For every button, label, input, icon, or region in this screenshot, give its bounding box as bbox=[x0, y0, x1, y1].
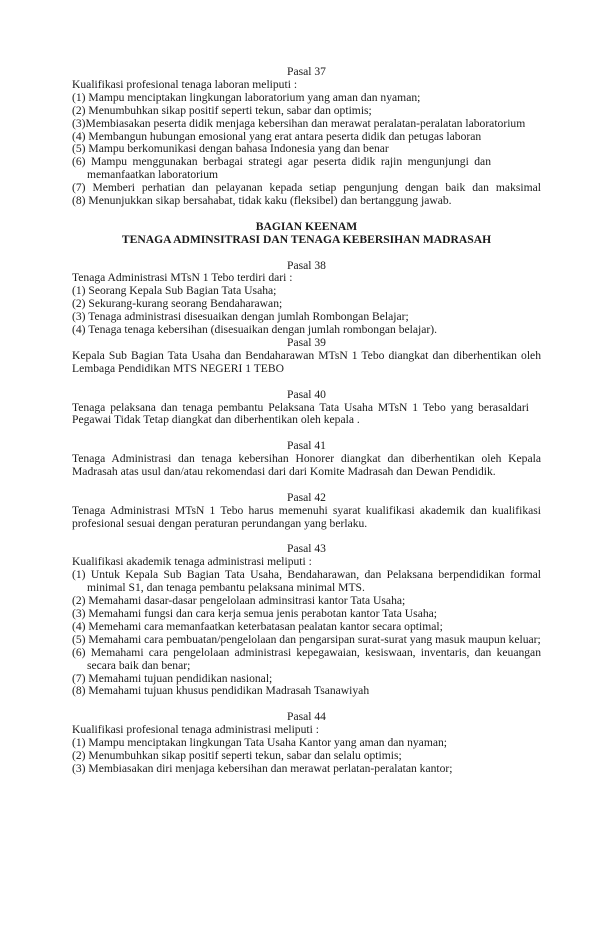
list-item: (7) Memahami tujuan pendidikan nasional; bbox=[72, 671, 273, 685]
list-item: (1) Mampu menciptakan lingkungan Tata Usaha Kantor yang aman dan nyaman; bbox=[72, 736, 448, 750]
spacer bbox=[72, 247, 541, 260]
list-item: (8) Memahami tujuan khusus pendidikan Madrasah Tsanawiyah bbox=[72, 684, 370, 698]
list-item: (7) Memberi perhatian dan pelayanan kepada setiap pengunjung dengan baik dan maksimal bbox=[72, 181, 541, 195]
spacer bbox=[72, 376, 541, 389]
document-page bbox=[72, 66, 541, 776]
pasal-intro: Kualifikasi profesional tenaga administrasi meliputi : bbox=[72, 723, 319, 737]
pasal-intro: Tenaga Administrasi MTsN 1 Tebo terdiri dari : bbox=[72, 271, 293, 285]
list-item: (2) Sekurang-kurang seorang Bendaharawan; bbox=[72, 297, 283, 311]
pasal-39-section bbox=[72, 337, 541, 376]
pasal-intro: Kualifikasi akademik tenaga administrasi meliputi : bbox=[72, 555, 312, 569]
list-item: (6) Memahami cara pengelolaan administrasi kepegawaian, kesiswaan, inventaris, dan keuangan secara baik dan benar; bbox=[72, 645, 541, 672]
pasal-text: Tenaga Administrasi MTsN 1 Tebo harus memenuhi syarat kualifikasi akademik dan kualifikasi profesional sesuai dengan peraturan perundangan yang berlaku. bbox=[72, 503, 541, 530]
chapter-heading: BAGIAN KEENAM bbox=[255, 219, 358, 233]
list-item: (3)Membiasakan peserta didik menjaga kebersihan dan merawat peralatan-peralatan laboratorium bbox=[72, 116, 526, 130]
pasal-38-section bbox=[72, 260, 541, 337]
spacer bbox=[72, 479, 541, 492]
list-item: (4) Memehami cara memanfaatkan keterbatasan pealatan kantor secara optimal; bbox=[72, 619, 443, 633]
pasal-text: Tenaga pelaksana dan tenaga pembantu Pelaksana Tata Usaha MTsN 1 Tebo yang berasaldari Pegawai Tidak Tetap diangkat dan diberhentikan oleh kepala . bbox=[72, 400, 529, 427]
pasal-40-section bbox=[72, 389, 541, 428]
list-item: (5) Mampu berkomunikasi dengan bahasa Indonesia yang dan benar bbox=[72, 142, 389, 156]
pasal-37-section bbox=[72, 66, 541, 208]
bagian-heading bbox=[72, 221, 541, 247]
list-item: (5) Memahami cara pembuatan/pengelolaan dan pengarsipan surat-surat yang masuk maupun keluar; bbox=[72, 632, 541, 646]
list-item: (3) Tenaga administrasi disesuaikan dengan jumlah Rombongan Belajar; bbox=[72, 310, 409, 324]
list-item: (4) Tenaga tenaga kebersihan (disesuaikan dengan jumlah rombongan belajar). bbox=[72, 323, 438, 337]
pasal-44-section bbox=[72, 711, 541, 776]
list-item: (3) Memahami fungsi dan cara kerja semua jenis perabotan kantor Tata Usaha; bbox=[72, 606, 438, 620]
pasal-title: Pasal 40 bbox=[287, 387, 326, 401]
pasal-text: Tenaga Administrasi dan tenaga kebersihan Honorer diangkat dan diberhentikan oleh Kepala Madrasah atas usul dan/atau rekomendasi dari dari Komite Madrasah dan Dewan Pendidik. bbox=[72, 452, 541, 479]
pasal-title: Pasal 41 bbox=[287, 439, 326, 453]
pasal-42-section bbox=[72, 492, 541, 531]
pasal-41-section bbox=[72, 440, 541, 479]
list-item: (1) Mampu menciptakan lingkungan laboratorium yang aman dan nyaman; bbox=[72, 90, 421, 104]
pasal-title: Pasal 37 bbox=[287, 65, 326, 78]
list-item: (6) Mampu menggunakan berbagai strategi agar peserta didik rajin mengunjungi dan memanfaatkan laboratorium bbox=[72, 155, 491, 182]
pasal-43-section bbox=[72, 543, 541, 698]
list-item: (3) Membiasakan diri menjaga kebersihan dan merawat perlatan-peralatan kantor; bbox=[72, 761, 453, 775]
pasal-title: Pasal 42 bbox=[287, 490, 326, 504]
spacer bbox=[72, 208, 541, 221]
pasal-title: Pasal 38 bbox=[287, 258, 326, 272]
list-item: (1) Untuk Kepala Sub Bagian Tata Usaha, Bendaharawan, dan Pelaksana berpendidikan formal minimal S1, dan tenaga pembantu pelaksana minimal MTS. bbox=[72, 568, 541, 595]
pasal-title: Pasal 43 bbox=[287, 542, 326, 556]
pasal-title: Pasal 39 bbox=[287, 336, 326, 349]
pasal-text: Kepala Sub Bagian Tata Usaha dan Bendaharawan MTsN 1 Tebo diangkat dan diberhentikan oleh Lembaga Pendidikan MTS NEGERI 1 TEBO bbox=[72, 348, 541, 375]
list-item: (2) Menumbuhkan sikap positif seperti tekun, sabar dan selalu optimis; bbox=[72, 748, 402, 762]
list-item: (4) Membangun hubungan emosional yang erat antara peserta didik dan petugas laboran bbox=[72, 129, 482, 143]
list-item: (2) Menumbuhkan sikap positif seperti tekun, sabar dan optimis; bbox=[72, 103, 372, 117]
list-item: (2) Memahami dasar-dasar pengelolaan adminsitrasi kantor Tata Usaha; bbox=[72, 594, 406, 608]
chapter-subheading: TENAGA ADMINSITRASI DAN TENAGA KEBERSIHAN MADRASAH bbox=[121, 232, 492, 246]
pasal-intro: Kualifikasi profesional tenaga laboran meliputi : bbox=[72, 77, 298, 91]
pasal-title: Pasal 44 bbox=[287, 710, 326, 724]
list-item: (1) Seorang Kepala Sub Bagian Tata Usaha; bbox=[72, 284, 277, 298]
list-item: (8) Menunjukkan sikap bersahabat, tidak kaku (fleksibel) dan bertanggung jawab. bbox=[72, 194, 452, 208]
